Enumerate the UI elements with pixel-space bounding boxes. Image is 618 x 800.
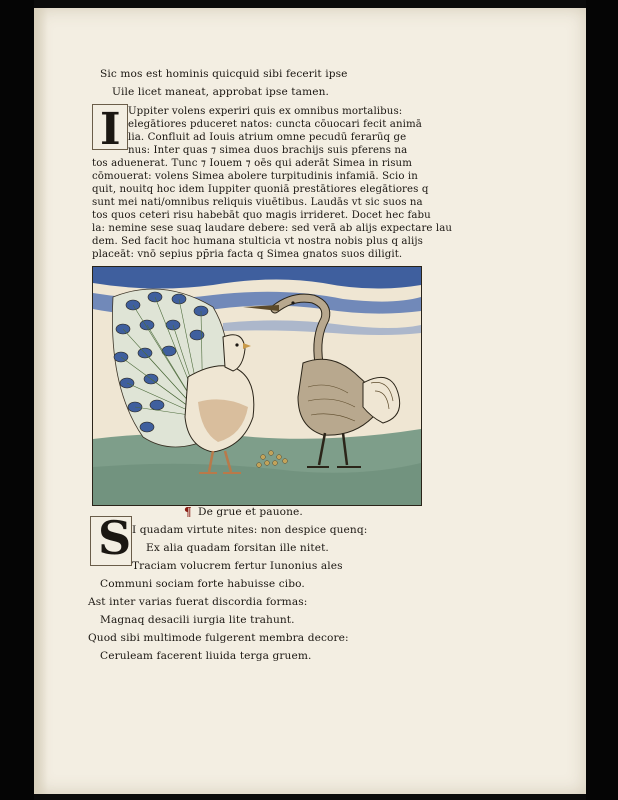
prose-line: dem. Sed facit hoc humana stulticia vt nostra nobis plus q alijs — [92, 236, 423, 247]
verse-line: Communi sociam forte habuisse cibo. — [100, 578, 305, 590]
verse-line: Ceruleam facerent liuida terga gruem. — [100, 650, 312, 662]
prose-line: quit, nouitq hoc idem Iuppiter quoniā prestātiores elegātiores q — [92, 184, 429, 195]
verse-line: Ex alia quadam forsitan ille nitet. — [146, 542, 329, 554]
prose-line: tos quos ceteri risu habebāt quo magis irrideret. Docet hec fabu — [92, 210, 431, 221]
woodcut-illustration — [92, 266, 422, 506]
prose-line: cōmouerat: volens Simea abolere turpitudinis infamiā. Scio in — [92, 171, 418, 182]
prose-line: nus: Inter quas ⁊ simea duos brachijs suis pferens na — [128, 145, 408, 156]
prose-line: sunt mei nati/omnibus reliquis viuētibus. Laudās vt sic suos na — [92, 197, 423, 208]
page-gutter — [34, 8, 48, 794]
verse-line: Traciam volucrem fertur Iunonius ales — [132, 560, 343, 572]
verse-line: Ast inter varias fuerat discordia formas: — [88, 596, 308, 608]
verse-line: Magnaq desacili iurgia lite trahunt. — [100, 614, 295, 626]
top-line-2: Uile licet maneat, approbat ipse tamen. — [112, 86, 329, 98]
rubric-mark: ¶ — [184, 505, 192, 519]
prose-line: la: nemine sese suaq laudare debere: sed verā ab alijs expectare lau — [92, 223, 453, 234]
prose-line: elegātiores pduceret natos: cuncta cōuocari fecit animā — [128, 119, 422, 130]
prose-line: placeāt: vnō sepius pp̄ria facta q Simea gnatos suos diligit. — [92, 249, 403, 260]
prose-line: lia. Confluit ad Iouis atrium omne pecudū ferarūq ge — [128, 132, 407, 143]
top-line-1: Sic mos est hominis quicquid sibi fecerit ipse — [100, 68, 348, 80]
prose-line: tos aduenerat. Tunc ⁊ Iouem ⁊ oēs qui aderāt Simea in risum — [92, 158, 412, 169]
book-spine-shadow — [0, 0, 34, 800]
verse-title: De grue et pauone. — [198, 506, 303, 518]
verse-line: I quadam virtute nites: non despice quenq: — [132, 524, 368, 536]
prose-initial-letter: I — [100, 104, 121, 155]
right-edge-shadow — [586, 0, 618, 800]
verse-initial-letter: S — [98, 511, 132, 565]
verse-line: Quod sibi multimode fulgerent membra decore: — [88, 632, 349, 644]
prose-line: Uppiter volens experiri quis ex omnibus mortalibus: — [128, 106, 403, 117]
